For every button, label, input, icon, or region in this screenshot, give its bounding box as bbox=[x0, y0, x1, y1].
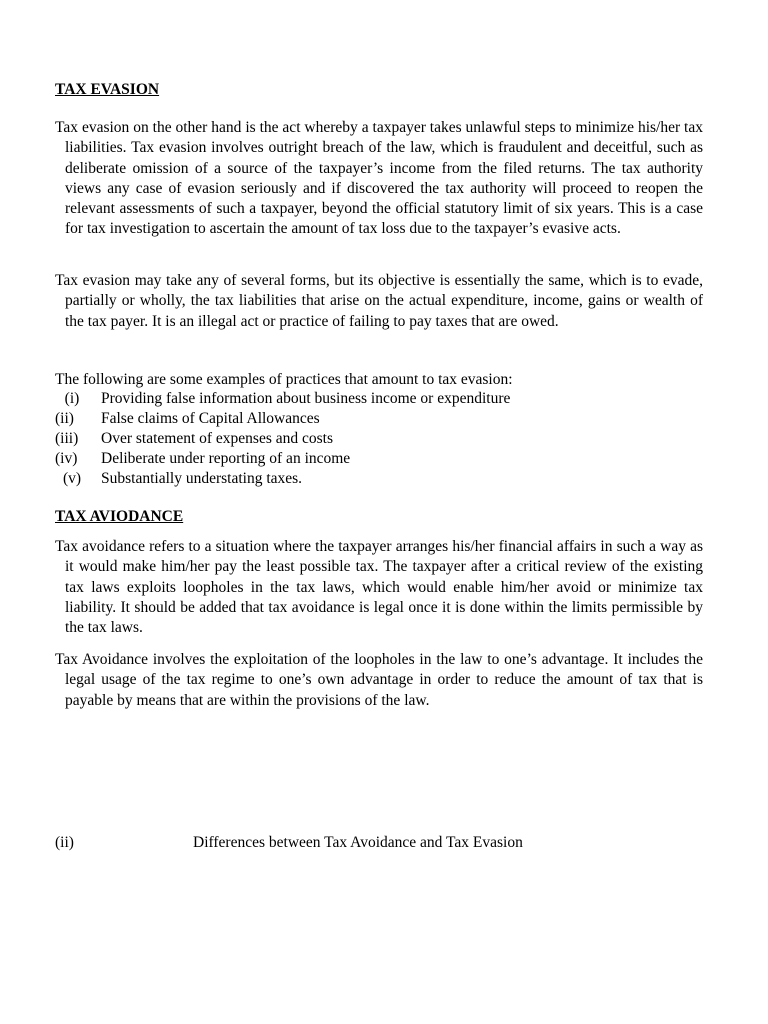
list-item-number: (i) bbox=[64, 390, 80, 407]
tax-evasion-paragraph-1: Tax evasion on the other hand is the act whereby a taxpayer takes unlawful steps to minimize his/her tax liabilities. Tax evasion involves outright breach of the law, which is fraudulent and deceitful, such as deliberate omission of a source of the taxpayer’s income from the filed returns. The tax authority views any case of evasion seriously and if discovered the tax authority will proceed to reopen the relevant assessments of such a taxpayer, beyond the official statutory limit of six years. This is a case for tax investigation to ascertain the amount of tax loss due to the taxpayer’s evasive acts. bbox=[55, 119, 703, 238]
tax-avoidance-paragraph-1: Tax avoidance refers to a situation where the taxpayer arranges his/her financial affairs in such a way as it would make him/her pay the least possible tax. The taxpayer after a critical review of the existing tax laws exploits loopholes in the tax laws, which would enable him/her avoid or minimize tax liability. It should be added that tax avoidance is legal once it is done within the limits permissible by the tax laws. bbox=[55, 538, 703, 637]
tax-evasion-list-intro: The following are some examples of practices that amount to tax evasion: bbox=[55, 371, 513, 388]
list-item-text: Over statement of expenses and costs bbox=[101, 430, 334, 447]
list-item-text: Providing false information about business income or expenditure bbox=[101, 390, 511, 407]
list-item-text: Deliberate under reporting of an income bbox=[101, 450, 351, 467]
section-title: Differences between Tax Avoidance and Tax Evasion bbox=[193, 834, 523, 851]
list-item bbox=[55, 449, 510, 469]
list-item-text: Substantially understating taxes. bbox=[101, 470, 303, 487]
tax-evasion-paragraph-2: Tax evasion may take any of several forms, but its objective is essentially the same, which is to evade, partially or wholly, the tax liabilities that arise on the actual expenditure, income, gains or wealth of the tax payer. It is an illegal act or practice of failing to pay taxes that are owed. bbox=[55, 272, 703, 330]
tax-avoidance-heading: TAX AVIODANCE bbox=[55, 508, 184, 525]
tax-avoidance-paragraph-2: Tax Avoidance involves the exploitation of the loopholes in the law to one’s advantage. It includes the legal usage of the tax regime to one’s own advantage in order to reduce the amount of tax that is payable by means that are within the provisions of the law. bbox=[55, 651, 703, 709]
list-item bbox=[55, 469, 510, 489]
tax-evasion-examples-list bbox=[55, 389, 510, 489]
list-item bbox=[55, 429, 510, 449]
list-item-text: False claims of Capital Allowances bbox=[101, 410, 320, 427]
tax-evasion-heading: TAX EVASION bbox=[55, 81, 160, 98]
list-item bbox=[55, 409, 510, 429]
list-item-number: (iv) bbox=[55, 450, 78, 467]
list-item-number: (v) bbox=[62, 470, 82, 487]
list-item-number: (ii) bbox=[55, 410, 74, 427]
section-number: (ii) bbox=[55, 834, 74, 851]
list-item-number: (iii) bbox=[55, 430, 79, 447]
list-item bbox=[55, 389, 510, 409]
